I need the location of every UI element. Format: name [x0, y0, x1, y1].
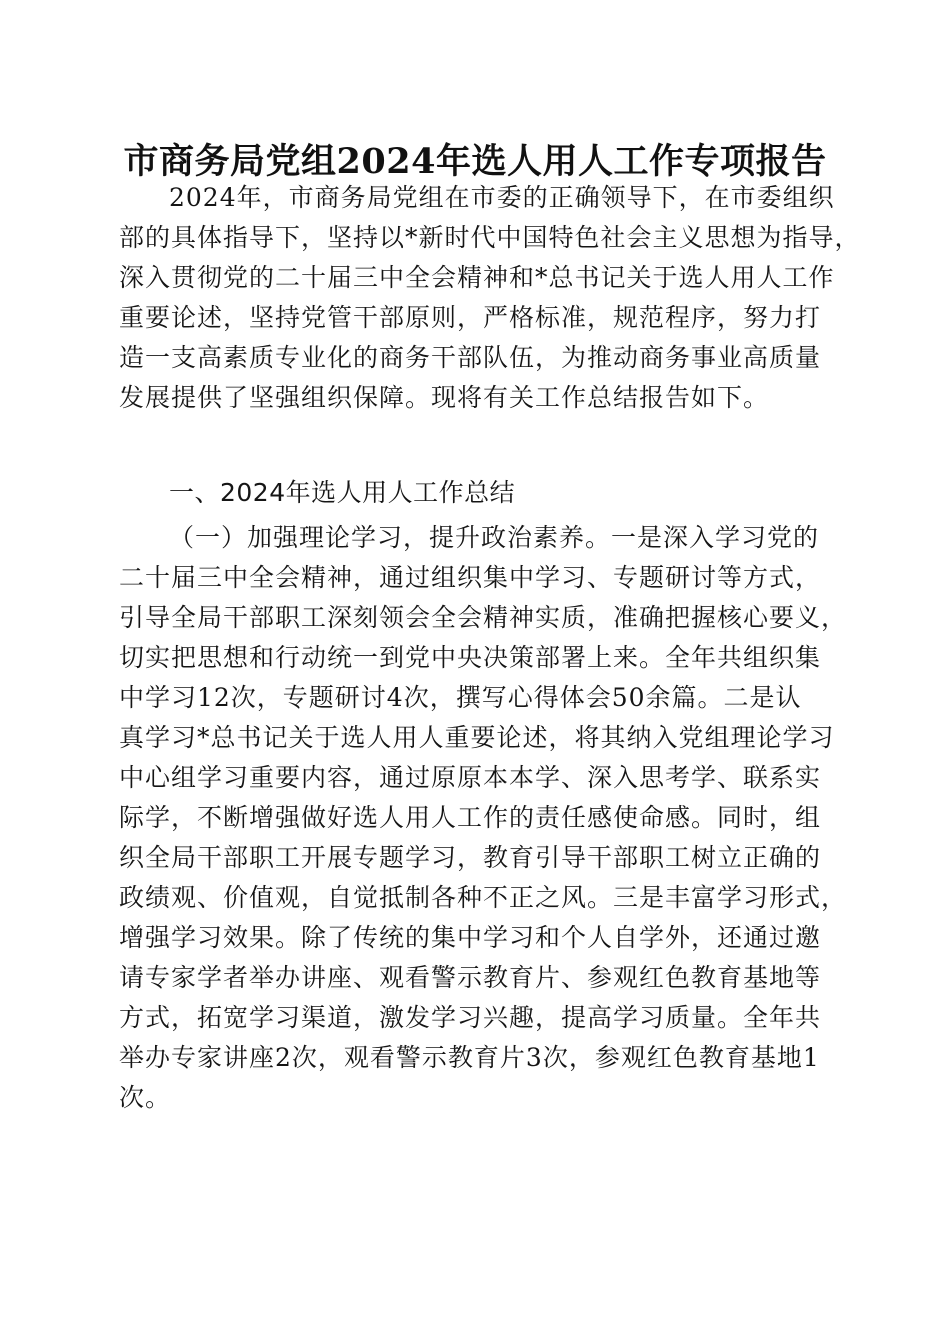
- paragraph-line: 中学习12次，专题研讨4次，撰写心得体会50余篇。二是认: [119, 683, 802, 712]
- paragraph-line: 政绩观、价值观，自觉抵制各种不正之风。三是丰富学习形式，: [119, 883, 848, 912]
- section-paragraph: [119, 518, 848, 1118]
- paragraph-line: 方式，拓宽学习渠道，激发学习兴趣，提高学习质量。全年共: [119, 1003, 822, 1032]
- paragraph-line: 深入贯彻党的二十届三中全会精神和*总书记关于选人用人工作: [119, 263, 835, 292]
- intro-paragraph: [119, 178, 861, 418]
- paragraph-line: 重要论述，坚持党管干部原则，严格标准，规范程序，努力打: [119, 303, 822, 332]
- paragraph-line: 际学，不断增强做好选人用人工作的责任感使命感。同时，组: [119, 803, 822, 832]
- paragraph-line: 织全局干部职工开展专题学习，教育引导干部职工树立正确的: [119, 843, 822, 872]
- paragraph-line: （一）加强理论学习，提升政治素养。一是深入学习党的: [169, 523, 820, 552]
- document-title: 市商务局党组2024年选人用人工作专项报告: [123, 141, 827, 182]
- paragraph-line: 造一支高素质专业化的商务干部队伍，为推动商务事业高质量: [119, 343, 822, 372]
- paragraph-line: 部的具体指导下，坚持以*新时代中国特色社会主义思想为指导，: [119, 223, 861, 252]
- paragraph-line: 增强学习效果。除了传统的集中学习和个人自学外，还通过邀: [119, 923, 822, 952]
- section-heading: 一、2024年选人用人工作总结: [169, 478, 516, 507]
- paragraph-line: 请专家学者举办讲座、观看警示教育片、参观红色教育基地等: [119, 963, 822, 992]
- paragraph-line: 举办专家讲座2次，观看警示教育片3次，参观红色教育基地1: [119, 1043, 820, 1072]
- paragraph-line: 真学习*总书记关于选人用人重要论述，将其纳入党组理论学习: [119, 723, 835, 752]
- paragraph-line: 中心组学习重要内容，通过原原本本学、深入思考学、联系实: [119, 763, 822, 792]
- paragraph-line: 二十届三中全会精神，通过组织集中学习、专题研讨等方式，: [119, 563, 822, 592]
- paragraph-line: 引导全局干部职工深刻领会全会精神实质，准确把握核心要义，: [119, 603, 848, 632]
- paragraph-line: 发展提供了坚强组织保障。现将有关工作总结报告如下。: [119, 383, 770, 412]
- paragraph-line: 次。: [119, 1083, 172, 1112]
- section-heading-block: [119, 473, 834, 513]
- paragraph-line: 2024年，市商务局党组在市委的正确领导下，在市委组织: [169, 183, 835, 212]
- paragraph-line: 切实把思想和行动统一到党中央决策部署上来。全年共组织集: [119, 643, 822, 672]
